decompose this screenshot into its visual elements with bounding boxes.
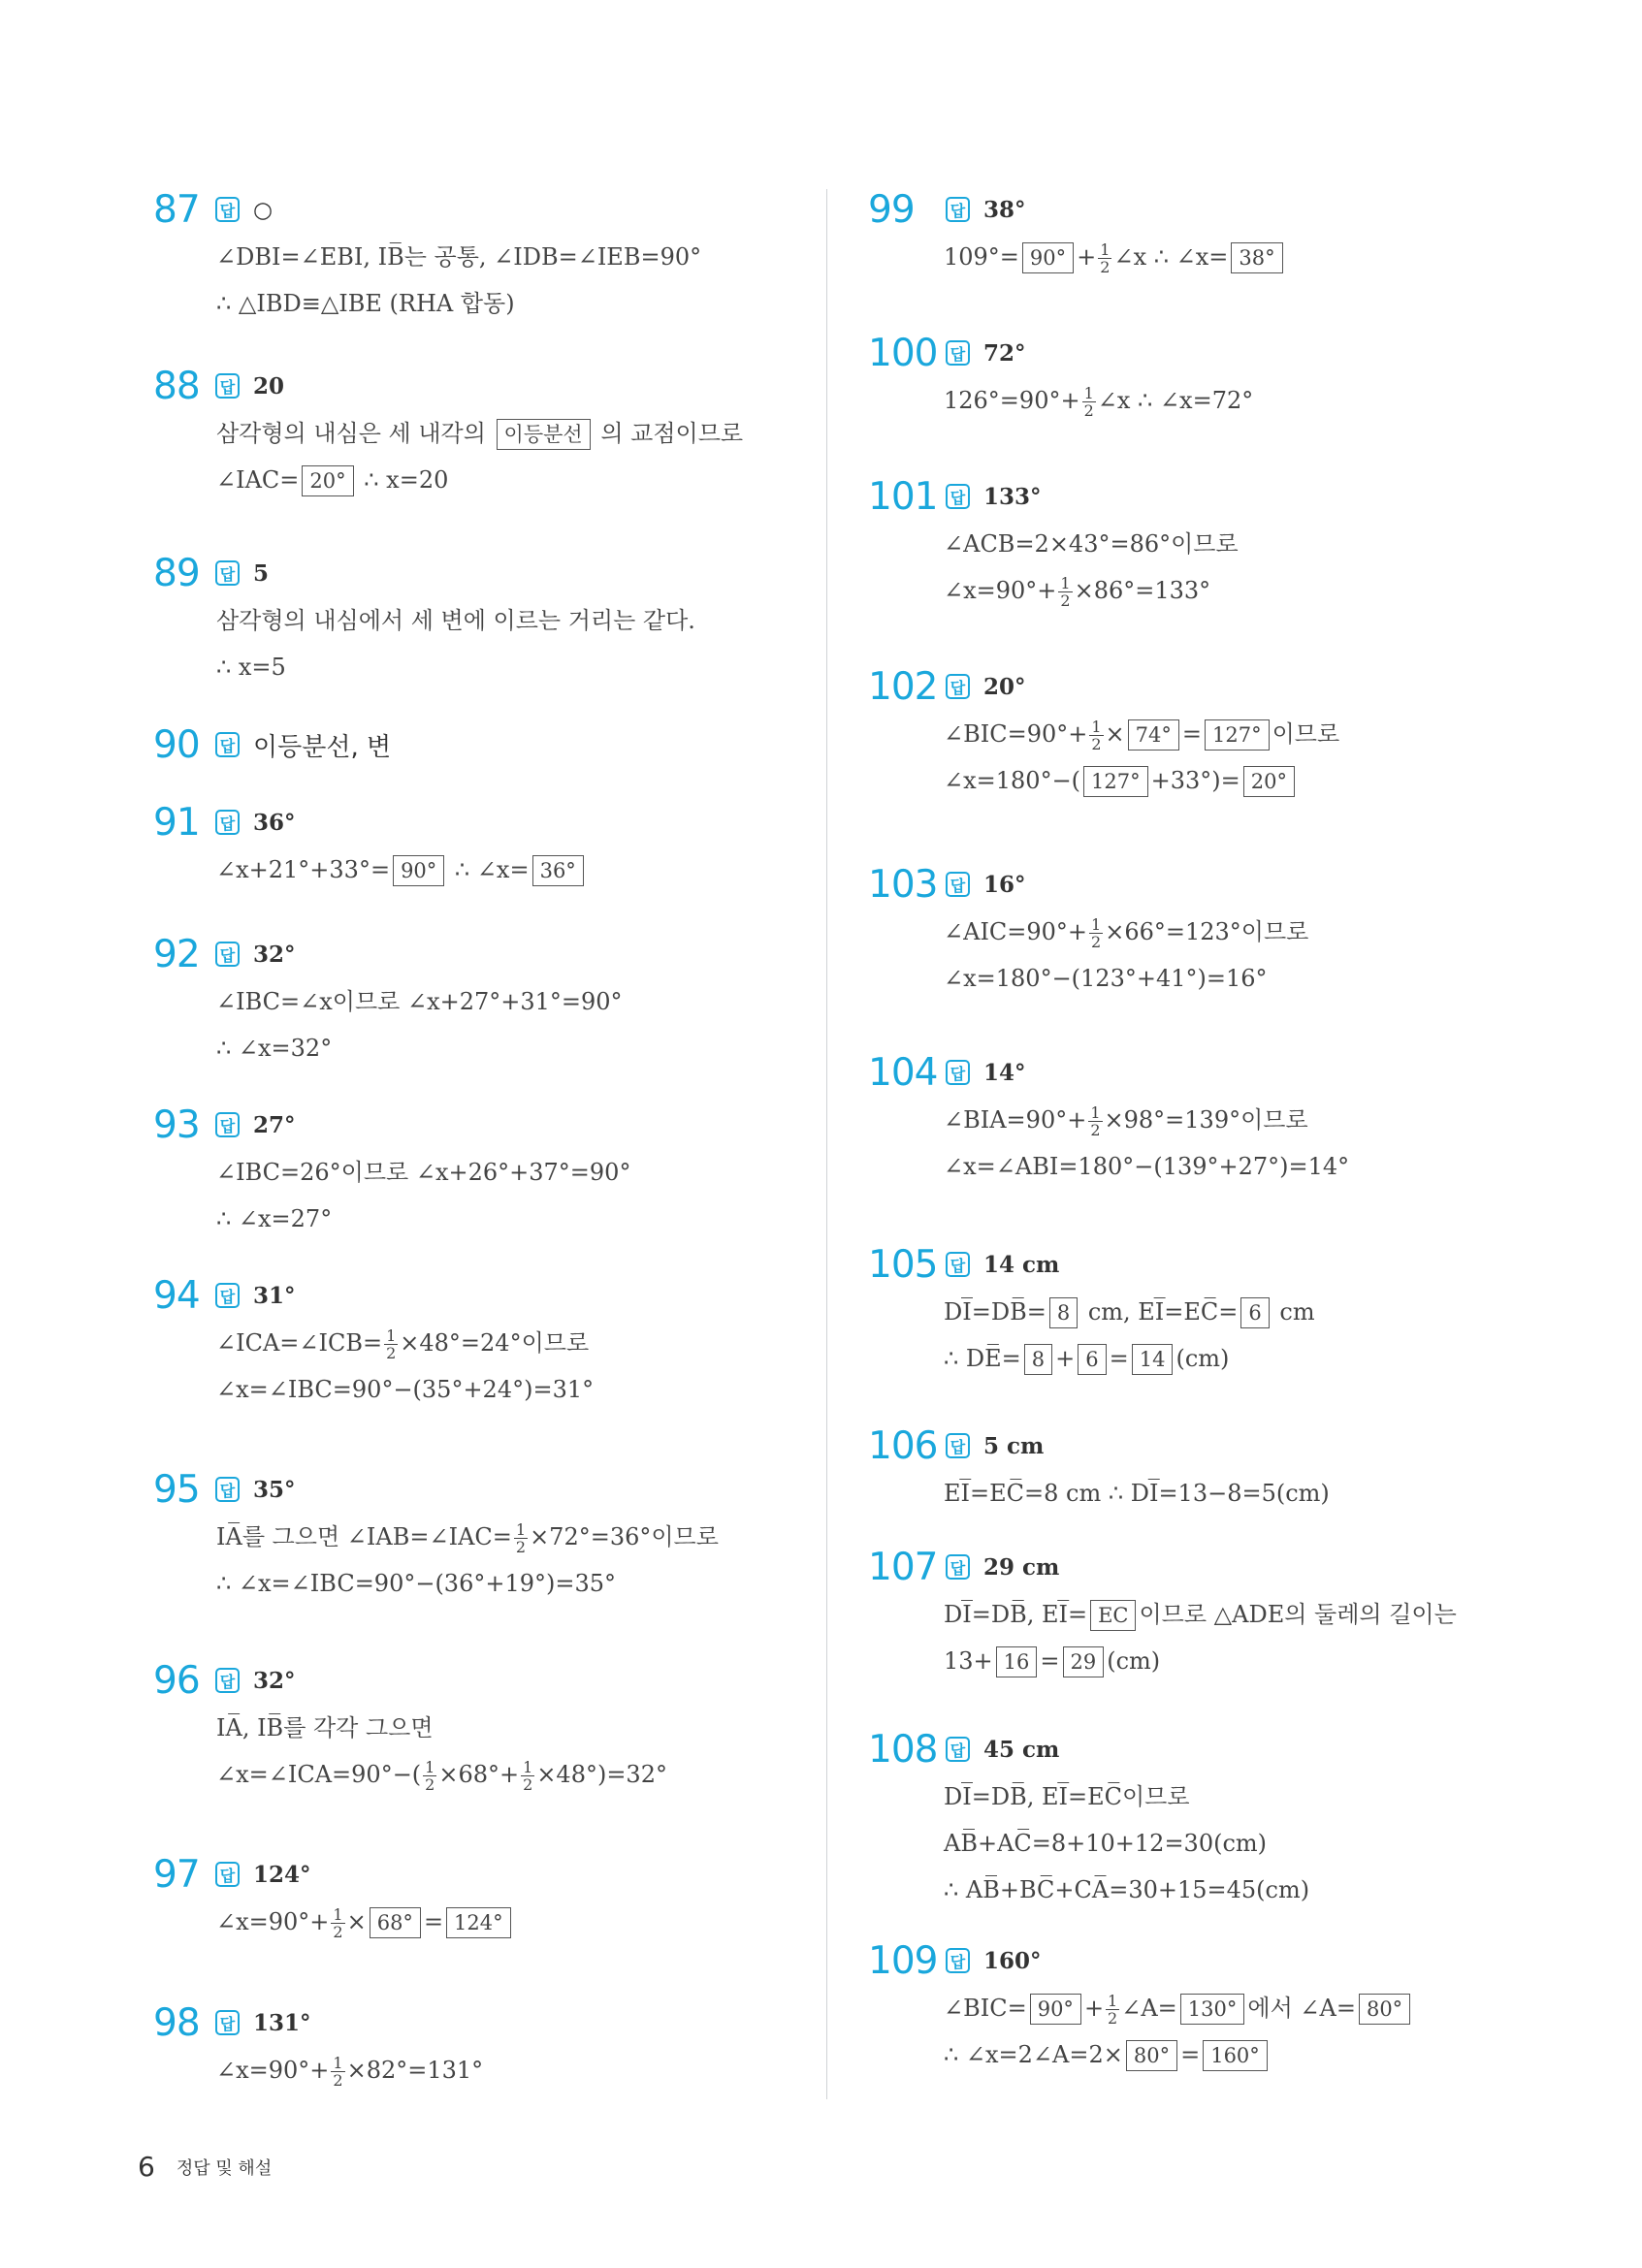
solution-line: ∴ ∠x=2∠A=2× 80° = 160°	[944, 2032, 1528, 2079]
problem-header	[153, 1100, 803, 1150]
solution-line: ∴ ∠x=∠IBC=90°−(36°+19°)=35°	[216, 1570, 617, 1597]
solution-line: ∠ACB=2×43°=86°이므로	[944, 530, 1239, 558]
answer-value: 160°	[983, 1947, 1042, 1974]
problem-93	[153, 1100, 803, 1243]
answer-box: 6	[1240, 1297, 1269, 1328]
problem-104	[868, 1047, 1528, 1191]
answer-box: 124°	[446, 1907, 511, 1938]
answer-badge: 답	[215, 732, 240, 757]
problem-header	[153, 1655, 803, 1706]
answer-badge: 답	[215, 560, 240, 586]
answer-badge: 답	[215, 1668, 240, 1693]
answer-value: 124°	[253, 1861, 311, 1888]
problem-number: 106	[868, 1423, 938, 1468]
problem-91	[153, 797, 803, 894]
solution-line: ∠IAC= 20° ∴ x=20	[216, 458, 803, 504]
solution-line: 삼각형의 내심은 세 내각의 이등분선 의 교점이므로	[216, 411, 803, 458]
problem-105	[868, 1239, 1528, 1383]
answer-box: 130°	[1180, 1994, 1245, 2025]
fraction: $\frac{1}{2}$	[1091, 718, 1102, 753]
problem-number: 109	[868, 1938, 938, 1983]
answer-badge: 답	[946, 674, 970, 699]
answer-value: 5	[253, 559, 270, 587]
problem-109	[868, 1935, 1528, 2079]
answer-value: 5 cm	[983, 1432, 1045, 1459]
solution-line: ∠x=∠IBC=90°−(35°+24°)=31°	[216, 1376, 595, 1403]
answer-box: 90°	[1022, 242, 1074, 273]
answer-badge: 답	[946, 1060, 970, 1085]
answer-badge: 답	[215, 1112, 240, 1137]
problem-number: 91	[153, 800, 200, 845]
problem-header	[868, 184, 1528, 235]
answer-box: 8	[1024, 1344, 1052, 1375]
problem-90	[153, 719, 803, 770]
problem-number: 95	[153, 1467, 200, 1512]
answer-badge: 답	[946, 340, 970, 366]
answer-box: 20°	[302, 465, 353, 496]
problem-number: 93	[153, 1102, 200, 1147]
problem-header	[868, 1542, 1528, 1592]
problem-100	[868, 328, 1528, 425]
problem-header	[153, 929, 803, 979]
problem-header	[153, 1464, 803, 1515]
solution-line: ∠x=180°−( 127° +33°)= 20°	[944, 758, 1528, 805]
problem-89	[153, 548, 803, 691]
answer-box: 이등분선	[497, 419, 591, 450]
answer-badge: 답	[215, 1283, 240, 1308]
answer-value: 29 cm	[983, 1553, 1060, 1581]
answer-badge: 답	[946, 484, 970, 509]
problem-101	[868, 471, 1528, 615]
problem-number: 98	[153, 2000, 200, 2045]
answer-value: 이등분선, 변	[253, 732, 392, 762]
problem-header	[153, 1997, 803, 2048]
solution-line: ∠DBI=∠EBI, IB̅는 공통, ∠IDB=∠IEB=90°	[216, 243, 702, 271]
answer-badge: 답	[946, 872, 970, 897]
fraction: $\frac{1}{2}$	[515, 1520, 527, 1556]
problem-header	[153, 184, 803, 235]
solution-line: ∠x=90°+ $\frac{1}{2}$ × 68° = 124°	[216, 1900, 803, 1946]
fraction: $\frac{1}{2}$	[1108, 1992, 1118, 2028]
answer-value: 131°	[253, 2009, 311, 2036]
answer-box: 90°	[1030, 1994, 1081, 2025]
fraction: $\frac{1}{2}$	[1083, 384, 1094, 420]
problem-95	[153, 1464, 803, 1608]
answer-box: 74°	[1128, 719, 1179, 751]
problem-header	[868, 1421, 1528, 1471]
answer-value: 20°	[983, 673, 1026, 700]
solution-line: ∴ DE̅= 8 + 6 = 14 (cm)	[944, 1336, 1528, 1383]
problem-97	[153, 1849, 803, 1946]
solution-line: ∠BIA=90°+ $\frac{1}{2}$ ×98°=139°이므로	[944, 1103, 1308, 1139]
solution-line: EI̅=EC̅=8 cm ∴ DI̅=13−8=5(cm)	[944, 1480, 1330, 1507]
problem-header	[868, 1724, 1528, 1774]
answer-value: 16°	[983, 871, 1026, 898]
problem-number: 107	[868, 1545, 938, 1589]
answer-value: 32°	[253, 1667, 296, 1694]
problem-number: 105	[868, 1242, 938, 1287]
problem-number: 90	[153, 722, 200, 767]
answer-badge: 답	[946, 1252, 970, 1277]
problem-header	[153, 719, 803, 770]
problem-header	[868, 661, 1528, 712]
answer-box: EC	[1090, 1600, 1136, 1631]
answer-value: 31°	[253, 1282, 296, 1309]
problem-87	[153, 184, 803, 328]
answer-value: 72°	[983, 339, 1026, 367]
solution-line: 109°= 90° + $\frac{1}{2}$ ∠x ∴ ∠x= 38°	[944, 235, 1528, 281]
answer-box: 127°	[1205, 719, 1270, 751]
problem-102	[868, 661, 1528, 805]
problem-number: 87	[153, 187, 200, 232]
answer-box: 90°	[393, 855, 444, 886]
answer-badge: 답	[215, 373, 240, 399]
answer-value: 27°	[253, 1111, 296, 1138]
answer-value: ○	[253, 196, 274, 223]
fraction: $\frac{1}{2}$	[1100, 240, 1111, 276]
answer-badge: 답	[215, 197, 240, 222]
problem-number: 100	[868, 331, 938, 375]
fraction: $\frac{1}{2}$	[333, 1905, 343, 1941]
fraction: $\frac{1}{2}$	[523, 1758, 533, 1794]
answer-box: 38°	[1231, 242, 1282, 273]
fraction: $\frac{1}{2}$	[386, 1326, 397, 1362]
solution-line: ∠x=180°−(123°+41°)=16°	[944, 965, 1268, 992]
solution-line: ∠x=∠ABI=180°−(139°+27°)=14°	[944, 1153, 1350, 1180]
answer-box: 16	[996, 1646, 1038, 1677]
answer-box: 127°	[1083, 766, 1148, 797]
page-number: 6	[138, 2151, 155, 2183]
answer-box: 68°	[370, 1907, 421, 1938]
answer-badge: 답	[946, 1948, 970, 1973]
answer-badge: 답	[946, 1554, 970, 1580]
answer-badge: 답	[946, 1433, 970, 1458]
answer-badge: 답	[215, 1862, 240, 1887]
solution-line: 삼각형의 내심에서 세 변에 이르는 거리는 같다.	[216, 607, 695, 634]
problem-99	[868, 184, 1528, 281]
solution-line: DI̅=DB̅, EI̅=EC̅이므로	[944, 1783, 1190, 1810]
solution-line: ∠AIC=90°+ $\frac{1}{2}$ ×66°=123°이므로	[944, 915, 1309, 951]
problem-header	[153, 1849, 803, 1900]
answer-value: 38°	[983, 196, 1026, 223]
solution-line: ∠x=90°+ $\frac{1}{2}$ ×86°=133°	[944, 574, 1211, 610]
problem-94	[153, 1270, 803, 1414]
problem-107	[868, 1542, 1528, 1685]
solution-line: IA̅, IB̅를 각각 그으면	[216, 1714, 434, 1741]
problem-header	[153, 548, 803, 598]
problem-92	[153, 929, 803, 1072]
answer-box: 6	[1078, 1344, 1106, 1375]
solution-line: ∠ICA=∠ICB= $\frac{1}{2}$ ×48°=24°이므로	[216, 1326, 590, 1362]
column-divider	[826, 189, 827, 2099]
answer-box: 8	[1049, 1297, 1078, 1328]
answer-value: 133°	[983, 483, 1042, 510]
problem-number: 101	[868, 474, 938, 519]
answer-badge: 답	[946, 197, 970, 222]
solution-line: ∴ AB̅+BC̅+CA̅=30+15=45(cm)	[944, 1876, 1310, 1903]
problem-header	[868, 1047, 1528, 1098]
fraction: $\frac{1}{2}$	[1091, 915, 1102, 951]
problem-header	[868, 1935, 1528, 1986]
solution-line: ∴ x=5	[216, 654, 286, 681]
page-footer	[138, 2151, 272, 2183]
fraction: $\frac{1}{2}$	[333, 2054, 343, 2090]
problem-number: 96	[153, 1658, 200, 1703]
answer-value: 14 cm	[983, 1251, 1060, 1278]
problem-header	[868, 471, 1528, 522]
problem-number: 99	[868, 187, 915, 232]
problem-88	[153, 361, 803, 504]
problem-number: 102	[868, 664, 938, 709]
problem-number: 104	[868, 1050, 938, 1095]
answer-box: 80°	[1126, 2040, 1177, 2071]
problem-108	[868, 1724, 1528, 1914]
answer-badge: 답	[215, 942, 240, 967]
problem-number: 108	[868, 1727, 938, 1772]
problem-98	[153, 1997, 803, 2094]
footer-label: 정답 및 해설	[176, 2157, 273, 2179]
answer-badge: 답	[215, 1477, 240, 1502]
problem-106	[868, 1421, 1528, 1517]
answer-box: 80°	[1359, 1994, 1410, 2025]
problem-number: 88	[153, 364, 200, 408]
solution-line: 126°=90°+ $\frac{1}{2}$ ∠x ∴ ∠x=72°	[944, 384, 1254, 420]
answer-badge: 답	[215, 810, 240, 835]
solution-line: DI̅=DB̅= 8 cm, EI̅=EC̅= 6 cm	[944, 1290, 1528, 1336]
solution-line: ∴ △IBD≡△IBE (RHA 합동)	[216, 290, 515, 317]
problem-103	[868, 859, 1528, 1003]
answer-value: 45 cm	[983, 1736, 1060, 1763]
solution-line: ∠x+21°+33°= 90° ∴ ∠x= 36°	[216, 847, 803, 894]
problem-header	[868, 859, 1528, 910]
answer-value: 36°	[253, 809, 296, 836]
problem-number: 103	[868, 862, 938, 907]
answer-badge: 답	[215, 2010, 240, 2035]
solution-line: ∠BIC=90°+ $\frac{1}{2}$ × 74° = 127° 이므로	[944, 718, 1340, 753]
fraction: $\frac{1}{2}$	[1090, 1103, 1101, 1139]
problem-96	[153, 1655, 803, 1799]
problem-number: 89	[153, 551, 200, 595]
problem-header	[153, 797, 803, 847]
solution-line: ∠x=∠ICA=90°−( $\frac{1}{2}$ ×68°+ $\frac{1}{2}$ ×48°)=32°	[216, 1758, 667, 1794]
problem-number: 94	[153, 1273, 200, 1318]
solution-line: AB̅+AC̅=8+10+12=30(cm)	[944, 1830, 1268, 1857]
solution-line: ∠BIC= 90° + $\frac{1}{2}$ ∠A= 130° 에서 ∠A= 80°	[944, 1986, 1528, 2032]
solution-line: DI̅=DB̅, EI̅= EC 이므로 △ADE의 둘레의 길이는	[944, 1592, 1528, 1639]
answer-badge: 답	[946, 1737, 970, 1762]
problem-number: 97	[153, 1852, 200, 1897]
problem-header	[868, 328, 1528, 378]
fraction: $\frac{1}{2}$	[1060, 574, 1071, 610]
solution-line: ∠IBC=∠x이므로 ∠x+27°+31°=90°	[216, 988, 623, 1015]
answer-value: 32°	[253, 941, 296, 968]
solution-line: ∴ ∠x=27°	[216, 1205, 333, 1232]
answer-box: 29	[1063, 1646, 1105, 1677]
answer-box: 14	[1132, 1344, 1174, 1375]
solution-line: ∠x=90°+ $\frac{1}{2}$ ×82°=131°	[216, 2054, 484, 2090]
solution-line: ∴ ∠x=32°	[216, 1035, 333, 1062]
problem-header	[868, 1239, 1528, 1290]
answer-value: 20	[253, 372, 285, 399]
solution-line: ∠IBC=26°이므로 ∠x+26°+37°=90°	[216, 1159, 631, 1186]
problem-header	[153, 1270, 803, 1321]
answer-value: 35°	[253, 1476, 296, 1503]
answer-box: 36°	[532, 855, 584, 886]
solution-line: 13+ 16 = 29 (cm)	[944, 1639, 1528, 1685]
solution-line: IA̅를 그으면 ∠IAB=∠IAC= $\frac{1}{2}$ ×72°=36°이므로	[216, 1520, 719, 1556]
answer-box: 160°	[1203, 2040, 1268, 2071]
fraction: $\frac{1}{2}$	[425, 1758, 435, 1794]
problem-header	[153, 361, 803, 411]
answer-box: 20°	[1243, 766, 1295, 797]
problem-number: 92	[153, 932, 200, 976]
answer-value: 14°	[983, 1059, 1026, 1086]
